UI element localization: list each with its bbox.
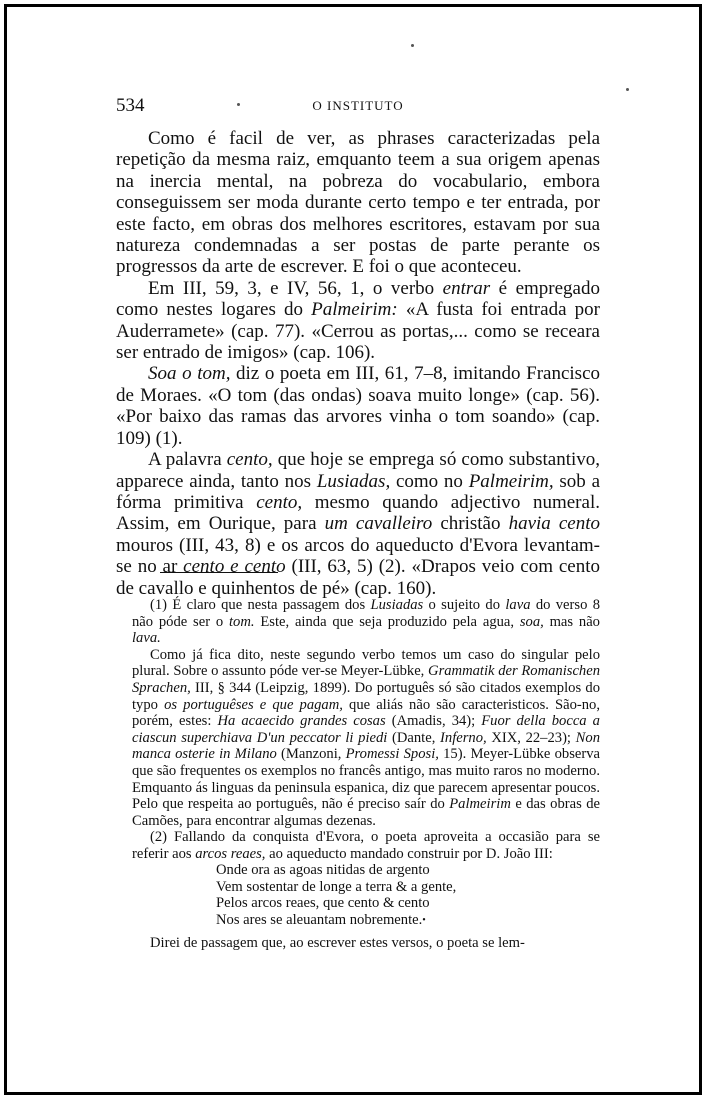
footnote-divider: [160, 572, 278, 573]
footnotes: [132, 597, 600, 863]
verse-line: Pelos arcos reaes, que cento & cento: [216, 895, 430, 911]
paragraph: Em III, 59, 3, e IV, 56, 1, o verbo entrar é empregado como nestes logares do Palmeirim: «A fusta foi entrada por Auderramete» (cap. 77). «Cerrou as portas,... como se receara ser entrado de imigos» (cap. 106).: [116, 277, 600, 364]
verse-line: Onde ora as agoas nitidas de argento: [216, 862, 430, 878]
main-text: [116, 128, 600, 599]
scan-speck: [411, 44, 414, 47]
scan-speck: [626, 88, 629, 91]
paragraph: Soa o tom, diz o poeta em III, 61, 7–8, imitando Francisco de Moraes. «O tom (das ondas) soava muito longe» (cap. 56). «Por baixo das ramas das arvores vinha o tom soando» (cap. 109) (1).: [116, 363, 600, 449]
footnote: Como já fica dito, neste segundo verbo temos um caso do singular pelo plural. Sobre o assunto póde ver-se Meyer-Lübke, Grammatik der Romanischen Sprachen, III, § 344 (Leipzig, 1899). Do português só são citados exemplos do typo os portuguêses e que pagam, que aliás não são caracteristicos. São-no, porém, estes: Ha acaecido grandes cosas (Amadis, 34); Fuor della bocca a ciascun superchiava D'un peccator li piedi (Dante, Inferno, XIX, 22–23); Non manca osterie in Milano (Manzoni, Promessi Sposi, 15). Meyer-Lübke observa que são frequentes os exemplos no francês antigo, mas muito raros no moderno. Emquanto ás linguas da peninsula espanica, diz que parecem apresentar poucos. Pelo que respeita ao português, não é preciso saír do Palmeirim e das obras de Camões, para encontrar algumas dezenas.: [132, 646, 600, 829]
closing-line: Direi de passagem que, ao escrever estes versos, o poeta se lem-: [150, 935, 525, 951]
footnote: (2) Fallando da conquista d'Evora, o poeta aproveita a occasião para se referir aos arcos reaes, ao aqueducto mandado construir por D. João III:: [132, 829, 600, 862]
paragraph: Como é facil de ver, as phrases caracterizadas pela repetição da mesma raiz, emquanto teem a sua origem apenas na inercia mental, na pobreza do vocabulario, embora conseguissem ser moda durante certo tempo e ter entrada, por este facto, em obras dos melhores escritores, estavam por sua natureza condemnadas a ser postas de parte perante os progressos da arte de escrever. E foi o que aconteceu.: [116, 128, 600, 278]
quoted-verse: [216, 862, 616, 929]
end-mark: •: [422, 914, 426, 926]
verse-line: Vem sostentar de longe a terra & a gente,: [216, 878, 457, 895]
running-title: O INSTITUTO: [312, 98, 404, 113]
page-header: [116, 95, 600, 117]
paragraph: A palavra cento, que hoje se emprega só como substantivo, apparece ainda, tanto nos Lusiadas, como no Palmeirim, sob a fórma primitiva cento, mesmo quando adjectivo numeral. Assim, em Ourique, para um cavalleiro christão havia cento mouros (III, 43, 8) e os arcos do aqueducto d'Evora levantam-se no ar cento e cento (III, 63, 5) (2). «Drapos veio com cento de cavallo e quinhentos de pé» (cap. 160).: [116, 449, 601, 599]
page-number: 534: [116, 95, 145, 116]
verse-line: Nos ares se aleuantam nobremente.•: [216, 911, 426, 928]
footnote: (1) É claro que nesta passagem dos Lusiadas o sujeito do lava do verso 8 não póde ser o tom. Este, ainda que seja produzido pela agua, soa, mas não lava.: [132, 597, 600, 647]
